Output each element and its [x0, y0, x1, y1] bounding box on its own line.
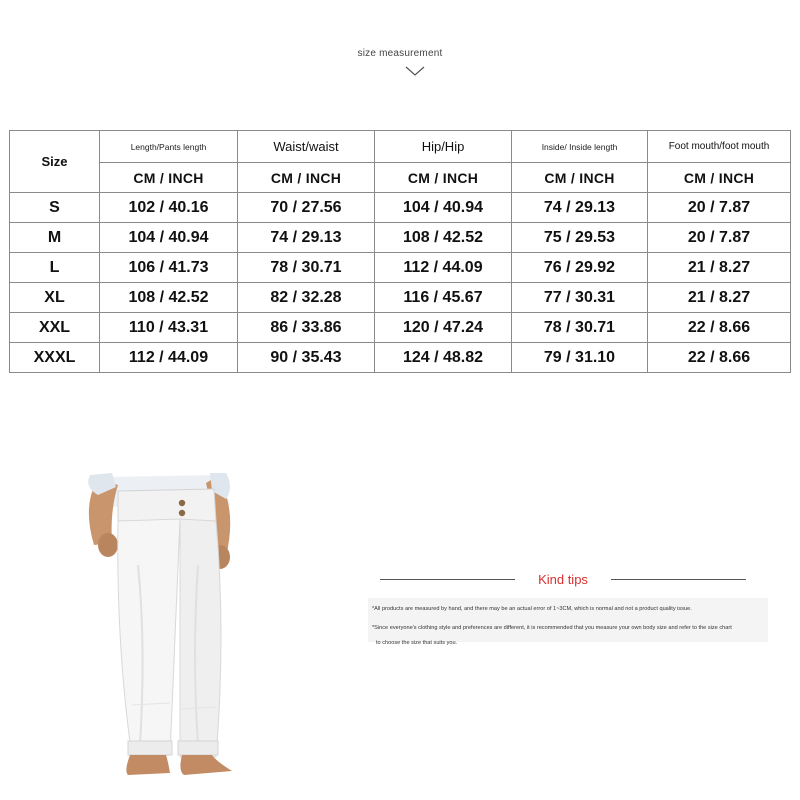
waist-cell: 74 / 29.13 [238, 223, 375, 253]
size-cell: L [10, 253, 100, 283]
table-row [10, 313, 791, 343]
tip-note: to choose the size that suits you. [376, 640, 458, 646]
foot-mouth-cell: 22 / 8.66 [648, 343, 791, 373]
size-cell: M [10, 223, 100, 253]
table-row [10, 223, 791, 253]
length-header: Length/Pants length [100, 131, 238, 163]
divider-line [611, 579, 746, 580]
length-cell: 108 / 42.52 [100, 283, 238, 313]
hip-cell: 120 / 47.24 [375, 313, 512, 343]
tip-note: *Since everyone's clothing style and preferences are different, it is recommended that you measure your own body size and refer to the size chart [372, 625, 732, 631]
waist-header: Waist/waist [238, 131, 375, 163]
inside-length-header: Inside/ Inside length [512, 131, 648, 163]
tip-note: *All products are measured by hand, and there may be an actual error of 1~3CM, which is normal and not a product quality issue. [372, 606, 692, 612]
waist-cell: 78 / 30.71 [238, 253, 375, 283]
table-row [10, 193, 791, 223]
hip-cell: 112 / 44.09 [375, 253, 512, 283]
inside-length-cell: 74 / 29.13 [512, 193, 648, 223]
foot-mouth-cell: 22 / 8.66 [648, 313, 791, 343]
white-linen-pants-photo [20, 465, 270, 785]
size-chart-table [9, 130, 791, 373]
table-row [10, 283, 791, 313]
waist-cell: 90 / 35.43 [238, 343, 375, 373]
foot-mouth-header: Foot mouth/foot mouth [648, 131, 791, 163]
hip-cell: 124 / 48.82 [375, 343, 512, 373]
length-cell: 104 / 40.94 [100, 223, 238, 253]
unit-label: CM / INCH [375, 163, 512, 193]
hip-cell: 104 / 40.94 [375, 193, 512, 223]
waist-cell: 86 / 33.86 [238, 313, 375, 343]
size-cell: XXL [10, 313, 100, 343]
hip-cell: 116 / 45.67 [375, 283, 512, 313]
unit-label: CM / INCH [512, 163, 648, 193]
table-row [10, 253, 791, 283]
kind-tips-title: Kind tips [538, 572, 588, 587]
waist-cell: 82 / 32.28 [238, 283, 375, 313]
length-cell: 106 / 41.73 [100, 253, 238, 283]
inside-length-cell: 77 / 30.31 [512, 283, 648, 313]
hip-cell: 108 / 42.52 [375, 223, 512, 253]
length-cell: 112 / 44.09 [100, 343, 238, 373]
size-cell: XXXL [10, 343, 100, 373]
unit-label: CM / INCH [100, 163, 238, 193]
inside-length-cell: 76 / 29.92 [512, 253, 648, 283]
foot-mouth-cell: 21 / 8.27 [648, 253, 791, 283]
kind-tips-section [368, 565, 768, 665]
foot-mouth-cell: 20 / 7.87 [648, 223, 791, 253]
foot-mouth-cell: 21 / 8.27 [648, 283, 791, 313]
foot-mouth-cell: 20 / 7.87 [648, 193, 791, 223]
size-measurement-title: size measurement [357, 48, 443, 59]
size-cell: XL [10, 283, 100, 313]
size-cell: S [10, 193, 100, 223]
inside-length-cell: 78 / 30.71 [512, 313, 648, 343]
hip-header: Hip/Hip [375, 131, 512, 163]
divider-line [380, 579, 515, 580]
length-cell: 110 / 43.31 [100, 313, 238, 343]
unit-label: CM / INCH [648, 163, 791, 193]
waist-cell: 70 / 27.56 [238, 193, 375, 223]
inside-length-cell: 79 / 31.10 [512, 343, 648, 373]
length-cell: 102 / 40.16 [100, 193, 238, 223]
inside-length-cell: 75 / 29.53 [512, 223, 648, 253]
chevron-down-icon [404, 64, 426, 78]
table-row [10, 343, 791, 373]
size-column-header: Size [10, 131, 100, 193]
unit-label: CM / INCH [238, 163, 375, 193]
